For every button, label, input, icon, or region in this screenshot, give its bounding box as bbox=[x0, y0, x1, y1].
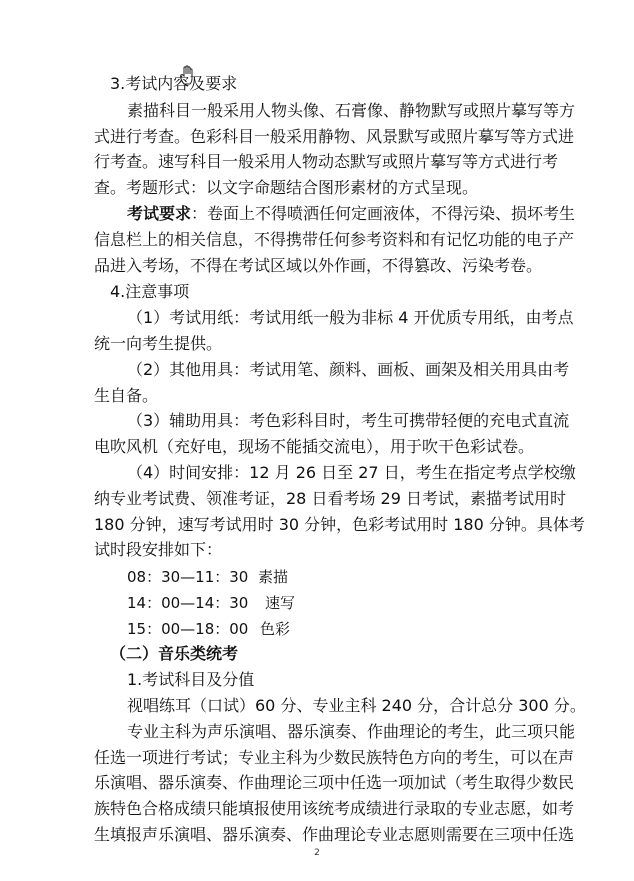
note-1-line-2: 统一向考生提供。 bbox=[94, 333, 223, 353]
exam-requirements-text: ：卷面上不得喷洒任何定画液体，不得污染、损坏考生 bbox=[191, 203, 576, 223]
music-para-line-5: 生填报声乐演唱、器乐演奏、作曲理论专业志愿则需要在三项中任选 bbox=[94, 825, 575, 844]
note-3-line-2: 电吹风机（充好电，现场不能插交流电），用于吹干色彩试卷。 bbox=[94, 437, 535, 457]
note-4-line-4: 试时段安排如下： bbox=[94, 540, 223, 560]
section-heading-exam-content: 3.考试内容及要求 bbox=[110, 74, 238, 93]
exam-requirements-label: 考试要求 bbox=[127, 203, 192, 223]
music-para-line-3: 乐演唱、器乐演奏、作曲理论三项中任选一项加试（考生取得少数民 bbox=[94, 773, 575, 793]
schedule-subject-1: 素描 bbox=[258, 568, 289, 586]
para1-line-1: 素描科目一般采用人物头像、石膏像、静物默写或照片摹写等方 bbox=[127, 100, 576, 120]
note-4-line-2: 纳专业考试费、领准考证，28 日看考场 29 日考试，素描考试用时 bbox=[94, 488, 566, 508]
music-scores-line: 视唱练耳（口试）60 分、专业主科 240 分，合计总分 300 分。 bbox=[127, 696, 586, 715]
exam-requirements-line-3: 品进入考场，不得在考试区域以外作画，不得篡改、污染考卷。 bbox=[94, 255, 543, 275]
music-para-line-2: 任选一项进行考试；专业主科为少数民族特色方向的考生，可以在声 bbox=[94, 747, 575, 767]
note-1-line-1: （1）考试用纸：考试用纸一般为非标 4 开优质专用纸，由考点 bbox=[127, 308, 574, 328]
note-3-line-1: （3）辅助用具：考色彩科目时，考生可携带轻便的充电式直流 bbox=[127, 411, 570, 431]
schedule-subject-2: 速写 bbox=[265, 593, 296, 612]
section-heading-music-exam: （二）音乐类统考 bbox=[110, 644, 239, 664]
schedule-subject-3: 色彩 bbox=[260, 619, 291, 638]
para1-line-2: 式进行考查。色彩科目一般采用静物、风景默写或照片摹写等方式进 bbox=[94, 126, 575, 146]
para1-line-4: 查。考题形式：以文字命题结合图形素材的方式呈现。 bbox=[94, 178, 479, 198]
music-subjects-heading: 1.考试科目及分值 bbox=[127, 670, 255, 690]
note-2-line-1: （2）其他用具：考试用笔、颜料、画板、画架及相关用具由考 bbox=[127, 359, 570, 379]
note-4-line-3: 180 分钟，速写考试用时 30 分钟，色彩考试用时 180 分钟。具体考 bbox=[94, 514, 585, 534]
page-number: 2 bbox=[314, 848, 320, 858]
note-4-line-1: （4）时间安排：12 月 26 日至 27 日，考生在指定考点学校缴 bbox=[127, 462, 576, 482]
section-heading-notes: 4.注意事项 bbox=[110, 282, 190, 302]
exam-requirements-line-1 bbox=[0, 204, 634, 224]
music-para-line-1: 专业主科为声乐演唱、器乐演奏、作曲理论的考生，此三项只能 bbox=[127, 721, 576, 741]
music-para-line-4: 族特色合格成绩只能填报使用该统考成绩进行录取的专业志愿，如考 bbox=[94, 799, 575, 819]
para1-line-3: 行考查。速写科目一般采用人物动态默写或照片摹写等方式进行考 bbox=[94, 152, 559, 172]
schedule-time-1: 08：30—11：30 bbox=[127, 568, 249, 586]
exam-requirements-line-2: 信息栏上的相关信息，不得携带任何参考资料和有记忆功能的电子产 bbox=[94, 229, 575, 249]
schedule-time-2: 14：00—14：30 bbox=[127, 593, 249, 612]
schedule-time-3: 15：00—18：00 bbox=[127, 619, 249, 638]
note-2-line-2: 生自备。 bbox=[94, 385, 159, 405]
